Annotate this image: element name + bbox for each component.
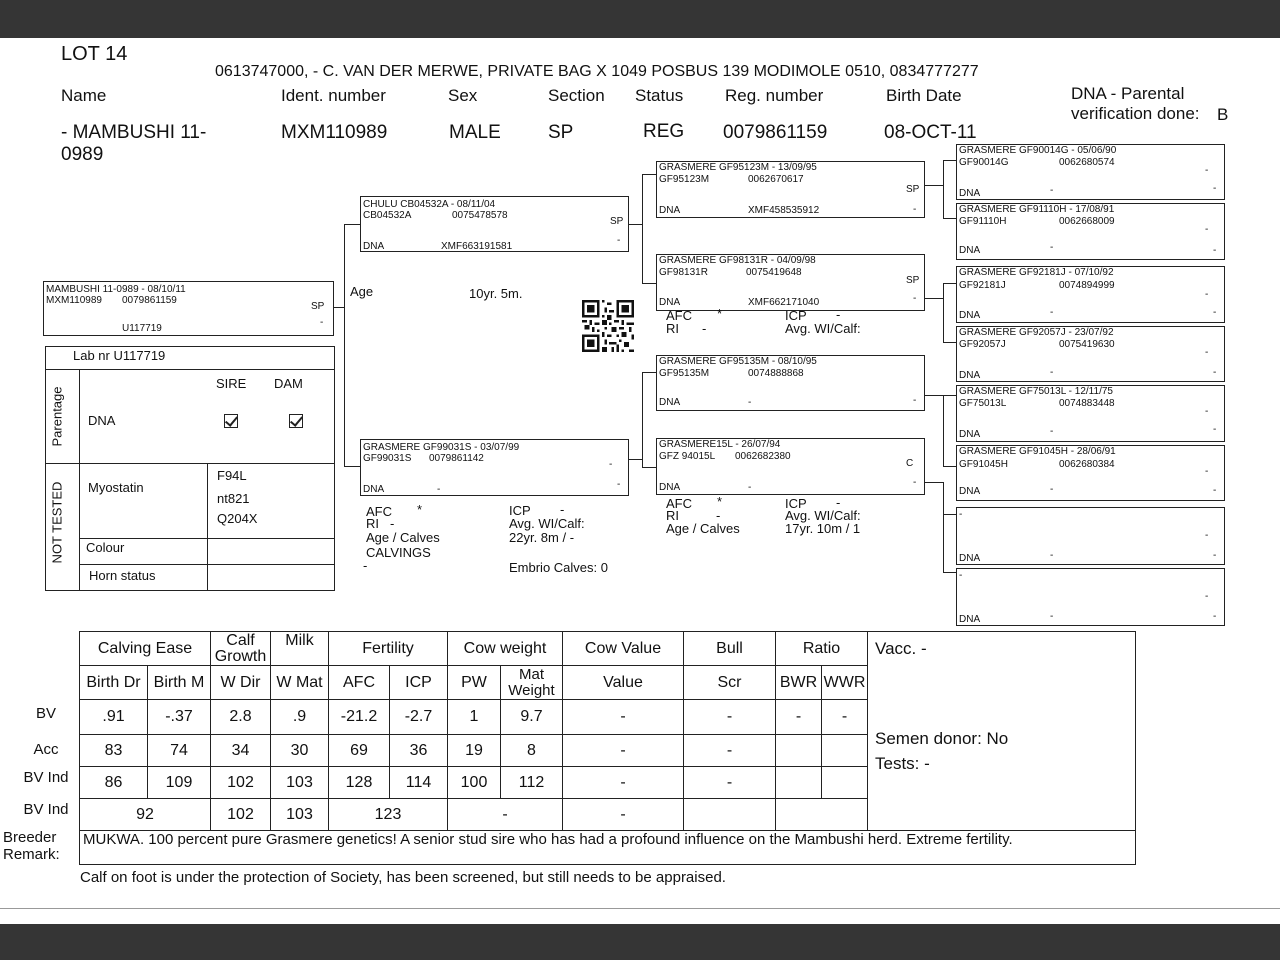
bv-cell: -21.2 [329,700,390,735]
connector [943,218,956,219]
dam-title: GRASMERE GF99031S - 03/07/99 [363,442,520,453]
ggp-dash1: - [1205,530,1209,541]
ggp-dash2: - [1213,245,1217,256]
connector [642,372,656,373]
ggp-dash2: - [1213,550,1217,561]
footer-note: Calf on foot is under the protection of Society, has been screened, but still needs to be appraised. [80,869,726,886]
gp-dna: XMF662171040 [748,297,820,308]
bvind-cell: 102 [211,767,271,799]
side-info-cell [868,632,1136,831]
ggp-id: GF91110H [959,216,1007,227]
self-reg: 0079861159 [122,295,177,306]
gp-dna-label: DNA [659,297,681,308]
dam-reg: 0079861142 [429,453,484,464]
connector [334,307,344,308]
self-lab: U117719 [122,323,162,334]
dam-embrio: Embrio Calves: 0 [509,560,608,575]
ggp-dna-label: DNA [959,486,981,497]
connector [943,342,956,343]
connector [629,224,642,225]
ggp-reg: 0074894999 [1059,280,1115,291]
ggp-reg: 0062680574 [1059,157,1115,168]
connector [943,283,956,284]
connector [642,283,656,284]
connector [642,174,656,175]
ggp-dash2: - [1213,485,1217,496]
sub-header: Value [563,666,684,700]
colour-label: Colour [86,540,125,555]
dam-wi-label: Avg. WI/Calf: [509,516,585,531]
bvind2-cell: - [448,799,563,831]
gp-box [656,161,925,218]
gp-dash: - [913,395,917,406]
ggp-box [956,326,1225,382]
sire-dash: - [617,235,621,246]
ggp-id: GF90014G [959,157,1009,168]
name-header: Name [61,86,107,105]
breeder-remark: MUKWA. 100 percent pure Grasmere genetics! A senior stud sire who has had a profound influence on the Mambushi herd. Extreme fertility. [80,831,1136,865]
gp-dash: - [913,293,917,304]
bv-cell: .91 [80,700,148,735]
dam-icp-label: ICP [509,503,531,518]
horn-status-label: Horn status [89,568,156,583]
section-header: Section [548,86,605,105]
ggp-box [956,568,1225,626]
acc-cell: 19 [448,735,501,767]
ggp-box [956,385,1225,442]
ggp-id: GF75013L [959,398,1007,409]
lab-panel [45,346,335,591]
sub-header: AFC [329,666,390,700]
ggp-title: - [959,509,963,520]
animal-reg: 0079861159 [723,122,828,143]
group-header: Calving Ease [80,632,211,666]
dam-age-value: 22yr. 8m / - [509,530,575,545]
ggp-dna-label: DNA [959,429,981,440]
gp-id: GF95135M [659,368,710,379]
ggp-dna-label: DNA [959,310,981,321]
connector [925,298,943,299]
remark-label-line2: Remark: [3,846,60,863]
gp-dna-label: DNA [659,482,681,493]
myostatin-value: F94L [217,468,247,483]
ident-header: Ident. number [281,86,386,105]
gp4-age-value: 17yr. 10m / 1 [785,521,861,536]
bvind2-cell: 102 [211,799,271,831]
bottom-bar [0,924,1280,960]
gp-dna-label: DNA [659,397,681,408]
dna-header-line1: DNA - Parental [1071,84,1185,103]
bv-cell: 2.8 [211,700,271,735]
dam-calvings-value: - [363,558,368,573]
acc-cell: 34 [211,735,271,767]
dam-column-label: DAM [274,376,303,391]
connector [925,185,943,186]
connector [629,459,642,460]
gp-dna: XMF458535912 [748,205,820,216]
group-header: Milk [271,632,329,666]
ggp-reg: 0075419630 [1059,339,1115,350]
owner-line: 0613747000, - C. VAN DER MERWE, PRIVATE BAG X 1049 POSBUS 139 MODIMOLE 0510, 0834777277 [215,63,979,80]
connector [943,395,944,467]
dam-afc-label: AFC [366,504,392,519]
dam-afc-value: * [417,502,423,517]
ggp-title: GRASMERE GF91110H - 17/08/91 [959,204,1115,215]
bvind2-cell [684,799,776,831]
ggp-dash1: - [1205,466,1209,477]
ggp-reg: 0062668009 [1059,216,1115,227]
sub-header: Scr [684,666,776,700]
ggp-title: - [959,570,963,581]
group-header: Fertility [329,632,448,666]
self-pedigree-box [43,281,334,336]
sire-dna-label: DNA [363,241,385,252]
dam-ri-label: RI [366,516,379,531]
myostatin-value: nt821 [217,491,250,506]
bvind-cell: 128 [329,767,390,799]
connector [943,482,944,573]
dam-dna: - [437,484,441,495]
gp4-afc-label: AFC [666,496,692,511]
sub-header: Birth Dr [80,666,148,700]
qr-code-icon [582,300,634,352]
sire-column-label: SIRE [216,376,247,391]
animal-ident: MXM110989 [281,122,388,143]
dam-dna-check-icon [289,414,303,433]
group-header: Cow Value [563,632,684,666]
bv-cell: 9.7 [501,700,563,735]
bvind-cell: - [563,767,684,799]
gp-id: GFZ 94015L [659,451,716,462]
bvind2-cell [776,799,868,831]
ggp-dash2: - [1213,307,1217,318]
gp4-icp-value: - [836,495,841,510]
sire-reg: 0075478578 [452,210,508,221]
reg-header: Reg. number [725,86,824,105]
acc-cell: 69 [329,735,390,767]
vacc-text: Vacc. - [875,639,927,658]
sub-header: WWR [822,666,868,700]
row-label: BV Ind [23,801,69,818]
bvind2-cell: 103 [271,799,329,831]
connector [344,224,345,467]
animal-birth: 08-OCT-11 [884,122,977,143]
ggp-box [956,507,1225,565]
gp-section: SP [906,275,920,286]
acc-cell: 74 [148,735,211,767]
ggp-id: GF92181J [959,280,1006,291]
gp4-icp-label: ICP [785,496,807,511]
sub-header: PW [448,666,501,700]
group-header: Bull [684,632,776,666]
connector [943,283,944,343]
gp4-wi-label: Avg. WI/Calf: [785,508,861,523]
ggp-id: GF92057J [959,339,1006,350]
connector [943,160,956,161]
group-header: Cow weight [448,632,563,666]
ggp-dash1: - [1205,406,1209,417]
self-section: SP [311,301,325,312]
bvind-cell: 86 [80,767,148,799]
connector [943,466,956,467]
ggp-box [956,266,1225,323]
bvind2-cell: 92 [80,799,211,831]
self-id: MXM110989 [46,295,102,306]
semen-donor-text: Semen donor: No [875,729,1009,748]
gp-section: C [906,458,914,469]
sub-header: W Mat [271,666,329,700]
ggp-title: GRASMERE GF91045H - 28/06/91 [959,446,1116,457]
ggp-title: GRASMERE GF92181J - 07/10/92 [959,267,1114,278]
row-label: Acc [33,741,59,758]
gp-dash: - [913,204,917,215]
connector [642,467,656,468]
gp-title: GRASMERE GF95123M - 13/09/95 [659,162,817,173]
connector [344,466,360,467]
gp-box [656,355,925,411]
gp-box [656,254,925,311]
ggp-dna-label: DNA [959,614,981,625]
bvind-cell [776,767,822,799]
gp-reg: 0074888868 [748,368,804,379]
gp-dna-label: DNA [659,205,681,216]
gp-title: GRASMERE GF95135M - 08/10/95 [659,356,817,367]
myostatin-value: Q204X [217,511,258,526]
gp-dna: - [748,482,752,493]
ggp-dna: - [1050,484,1054,495]
sub-header: Birth M [148,666,211,700]
ggp-dash1: - [1205,591,1209,602]
birth-header: Birth Date [886,86,962,105]
gp-box [656,438,925,495]
gp4-afc-value: * [717,494,723,509]
connector [642,372,643,468]
ggp-dna: - [1050,185,1054,196]
sub-header: BWR [776,666,822,700]
status-header: Status [635,86,684,105]
gp2-afc-value: * [717,306,723,321]
gp2-afc-label: AFC [666,308,692,323]
bvind2-cell: - [563,799,684,831]
sire-dna-check-icon [224,414,238,433]
gp-reg: 0062682380 [735,451,791,462]
ggp-dna: - [1050,242,1054,253]
connector [943,395,956,396]
gp2-ri-value: - [702,321,707,336]
gp2-ri-label: RI [666,321,679,336]
sire-box [360,196,629,252]
ggp-dna-label: DNA [959,553,981,564]
ggp-dash1: - [1205,289,1209,300]
ggp-title: GRASMERE GF92057J - 23/07/92 [959,327,1114,338]
dam-id: GF99031S [363,453,412,464]
ggp-title: GRASMERE GF75013L - 12/11/75 [959,386,1113,397]
ggp-dash2: - [1213,367,1217,378]
acc-cell: - [684,735,776,767]
lab-number: Lab nr U117719 [73,348,166,363]
sire-dna: XMF663191581 [441,241,513,252]
bv-cell: - [684,700,776,735]
ggp-dash2: - [1213,611,1217,622]
animal-name-line2: 0989 [61,144,104,165]
tests-text: Tests: - [875,754,930,773]
bv-cell: - [563,700,684,735]
ggp-dna-label: DNA [959,188,981,199]
group-header: Ratio [776,632,868,666]
acc-cell: 83 [80,735,148,767]
connector [943,160,944,219]
bvind-cell: - [684,767,776,799]
ggp-box [956,144,1225,200]
acc-cell: - [563,735,684,767]
ggp-dna-label: DNA [959,245,981,256]
breeding-values-table [79,631,1136,865]
ggp-reg: 0074883448 [1059,398,1115,409]
gp-dash: - [913,477,917,488]
animal-status: REG [643,121,685,142]
sub-header: ICP [390,666,448,700]
sire-id: CB04532A [363,210,412,221]
acc-cell [822,735,868,767]
not-tested-label: NOT TESTED [49,481,65,564]
gp4-ri-label: RI [666,508,679,523]
gp2-icp-label: ICP [785,308,807,323]
ggp-box [956,445,1225,501]
dna-header-line2: verification done: [1071,104,1200,123]
connector [344,224,360,225]
bv-cell: -2.7 [390,700,448,735]
gp-id: GF95123M [659,174,710,185]
row-label: BV Ind [23,769,69,786]
ggp-dash1: - [1205,224,1209,235]
ggp-title: GRASMERE GF90014G - 05/06/90 [959,145,1117,156]
bv-cell: -.37 [148,700,211,735]
acc-cell: 30 [271,735,329,767]
ggp-id: GF91045H [959,459,1008,470]
gp-reg: 0075419648 [746,267,802,278]
bvind-cell: 100 [448,767,501,799]
ggp-dna: - [1050,550,1054,561]
connector [925,482,943,483]
bvind-cell: 109 [148,767,211,799]
bv-cell: .9 [271,700,329,735]
self-dash: - [320,317,324,328]
dam-dash2: - [617,479,621,490]
ggp-dash2: - [1213,183,1217,194]
acc-cell [776,735,822,767]
animal-sex: MALE [449,122,501,143]
sub-header: W Dir [211,666,271,700]
gp4-age-label: Age / Calves [666,521,740,536]
bottom-divider [0,908,1280,909]
gp-section: SP [906,184,920,195]
dam-box [360,439,629,496]
bv-cell: 1 [448,700,501,735]
gp-title: GRASMERE15L - 26/07/94 [659,439,781,450]
row-label: BV [35,705,56,722]
bvind-cell: 103 [271,767,329,799]
dam-ri-value: - [390,516,395,531]
acc-cell: 8 [501,735,563,767]
top-bar [0,0,1280,38]
ggp-dna: - [1050,611,1054,622]
ggp-dash1: - [1205,347,1209,358]
connector [925,395,943,396]
sire-section: SP [610,216,624,227]
age-value: 10yr. 5m. [469,286,523,301]
gp-dna: - [748,397,752,408]
ggp-dna: - [1050,426,1054,437]
animal-section: SP [548,122,574,143]
bv-cell: - [776,700,822,735]
sire-title: CHULU CB04532A - 08/11/04 [363,199,496,210]
ggp-dash2: - [1213,424,1217,435]
gp-reg: 0062670617 [748,174,804,185]
gp4-ri-value: - [716,508,721,523]
ggp-dna: - [1050,367,1054,378]
bv-cell: - [822,700,868,735]
ggp-dna: - [1050,307,1054,318]
group-header: Calf Growth [211,632,271,666]
connector [943,572,956,573]
gp-id: GF98131R [659,267,708,278]
parentage-label: Parentage [49,386,65,447]
ggp-box [956,203,1225,260]
dam-dash1: - [609,459,613,470]
bvind-cell [822,767,868,799]
dam-calvings-label: CALVINGS [366,545,431,560]
dam-dna-label: DNA [363,484,385,495]
remark-label-line1: Breeder [3,829,57,846]
bvind-cell: 114 [390,767,448,799]
acc-cell: 36 [390,735,448,767]
self-title: MAMBUSHI 11-0989 - 08/10/11 [46,284,186,295]
sub-header: Mat Weight [501,666,563,700]
ggp-dash1: - [1205,165,1209,176]
dam-age-label: Age / Calves [366,530,440,545]
dam-icp-value: - [560,502,565,517]
gp-title: GRASMERE GF98131R - 04/09/98 [659,255,816,266]
connector [642,174,643,284]
dna-row-label: DNA [88,413,116,428]
sex-header: Sex [448,86,478,105]
age-label: Age [350,284,374,299]
gp2-wi-label: Avg. WI/Calf: [785,321,861,336]
myostatin-label: Myostatin [88,480,144,495]
dna-verification-value: B [1217,105,1229,124]
animal-name-line1: - MAMBUSHI 11- [61,122,207,143]
bvind2-cell: 123 [329,799,448,831]
ggp-reg: 0062680384 [1059,459,1115,470]
connector [943,514,956,515]
bvind-cell: 112 [501,767,563,799]
ggp-dna-label: DNA [959,370,981,381]
gp2-icp-value: - [836,307,841,322]
lot-number: LOT 14 [61,43,128,65]
